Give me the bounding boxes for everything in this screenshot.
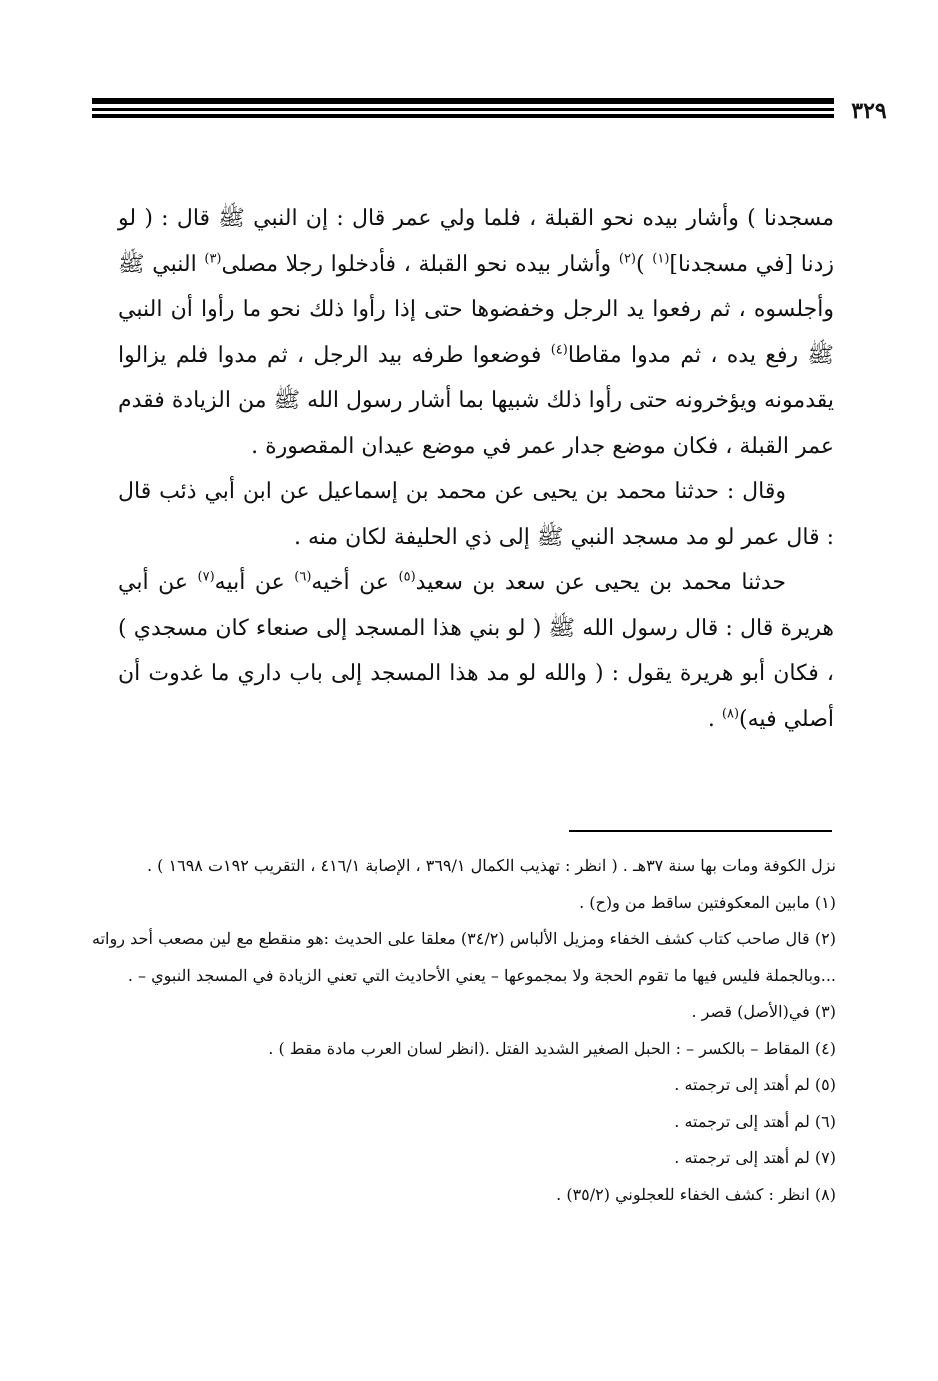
footnote-ref-7: (٧)	[197, 569, 215, 585]
footnote-7: (٧) لم أهتد إلى ترجمته .	[674, 1148, 836, 1167]
paragraph-1-text-c: وأشار بيده نحو القبلة ، فأدخلوا رجلا مصلى	[221, 251, 619, 277]
paragraph-3-text-d: عن أبي هريرة قال : قال رسول الله ﷺ ( لو بني هذا المسجد إلى صنعاء كان مسجدي ) ، فكان أبو هريرة يقول : ( والله لو مد هذا المسجد إلى باب داري ما غدوت أن أصلي فيه)	[118, 570, 834, 732]
footnote-ref-8: (٨)	[721, 706, 740, 722]
page-header	[92, 96, 887, 126]
paragraph-1	[118, 196, 834, 469]
header-rule-bottom	[92, 114, 852, 118]
footnote-1: (١) مابين المعكوفتين ساقط من و(ح) .	[579, 892, 836, 912]
footnote-4: (٤) المقاط – بالكسر – : الحبل الصغير الشديد الفتل .(انظر لسان العرب مادة مقط ) .	[268, 1038, 836, 1058]
paragraph-3-text-a: حدثنا محمد بن يحيى عن سعد بن سعيد	[415, 570, 787, 595]
paragraph-1-text-e: فوضعوا طرفه بيد الرجل ، ثم مدوا فلم يزالوا يقدمونه ويؤخرونه حتى رأوا ذلك شبيها بما أشار رسول الله ﷺ من الزيادة فقدم عمر القبلة ، فكان موضع جدار عمر في موضع عيدان المقصورة .	[118, 342, 834, 459]
paragraph-1-text-b: )	[636, 251, 653, 277]
footnote-ref-5: (٥)	[398, 569, 416, 585]
footnote-2: (٢) قال صاحب كتاب كشف الخفاء ومزيل الألباس (٣٤/٢) معلقا على الحديث :هو منقطع مع لين مصعب أحد رواته ...وبالجملة فليس فيها ما تقوم الحجة ولا بمجموعها – يعني الأحاديث التي تعني الزيادة في المسجد النبوي – .	[92, 929, 837, 985]
footnotes	[92, 848, 836, 1213]
paragraph-3-text-c: عن أبيه	[214, 570, 295, 595]
paragraph-1-text-a: مسجدنا ) وأشار بيده نحو القبلة ، فلما ولي عمر قال : إن النبي ﷺ قال : ( لو زدنا [في مسجدنا]	[118, 206, 834, 277]
footnote-separator	[569, 830, 832, 832]
header-rule-middle	[92, 108, 852, 111]
paragraph-1-text-d: النبي ﷺ وأجلسوه ، ثم رفعوا يد الرجل وخفضوها حتى إذا رأوا ذلك نحو ما رأوا أن النبي ﷺ رفع يده ، ثم مدوا مقاطا	[118, 251, 834, 368]
paragraph-3-text-e: .	[707, 706, 722, 732]
footnote-ref-4: (٤)	[550, 342, 568, 358]
header-rule-top	[92, 98, 852, 104]
footnote-ref-3: (٣)	[204, 251, 222, 267]
paragraph-2: وقال : حدثنا محمد بن يحيى عن محمد بن إسماعيل عن ابن أبي ذئب قال : قال عمر لو مد مسجد النبي ﷺ إلى ذي الحليفة لكان منه .	[118, 479, 834, 550]
footnote-ref-6: (٦)	[294, 569, 312, 585]
footnote-8: (٨) انظر : كشف الخفاء للعجلوني (٣٥/٢) .	[556, 1184, 836, 1204]
footnote-ref-1: (١)	[652, 251, 670, 267]
paragraph-3-text-b: عن أخيه	[311, 570, 399, 595]
footnote-6: (٦) لم أهتد إلى ترجمته .	[674, 1111, 836, 1131]
footnote-continuation: نزل الكوفة ومات بها سنة ٣٧هـ . ( انظر : تهذيب الكمال ٣٦٩/١ ، الإصابة ٤١٦/١ ، التقريب ١٩٢ت ١٦٩٨ ) .	[147, 856, 836, 875]
paragraph-3	[118, 560, 834, 742]
main-text	[118, 196, 834, 742]
footnote-5: (٥) لم أهتد إلى ترجمته .	[674, 1075, 836, 1094]
page-number: ٣٢٩	[834, 96, 904, 126]
footnote-ref-2: (٢)	[618, 251, 636, 267]
footnote-3: (٣) في(الأصل) قصر .	[691, 1002, 836, 1021]
